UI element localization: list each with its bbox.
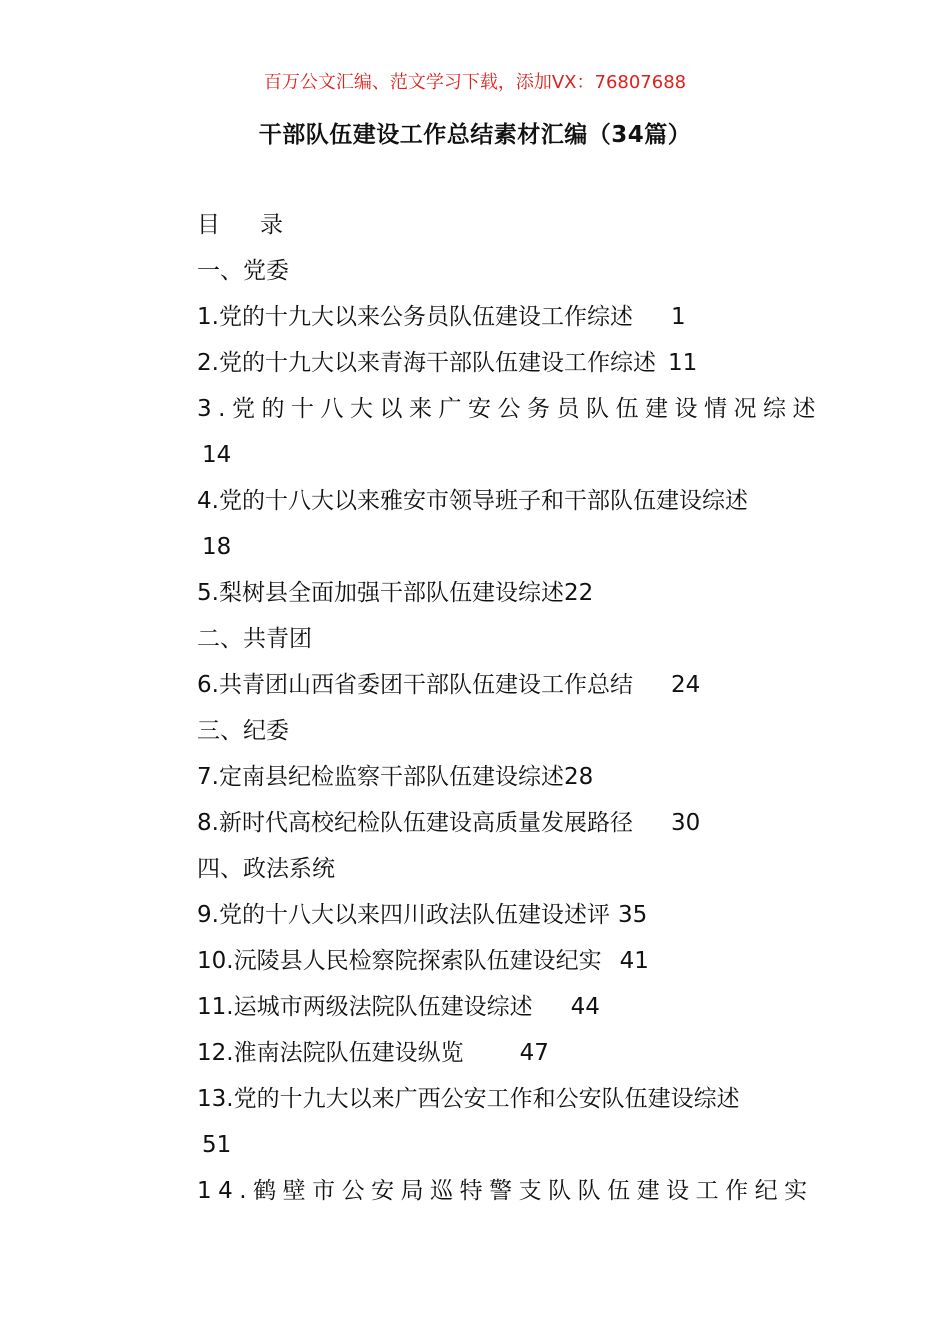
toc-entry-title: 14.鹤壁市公安局巡特警支队队伍建设工作纪实 [197, 1178, 814, 1204]
toc-entry-page: 24 [670, 672, 701, 698]
table-of-contents [197, 202, 822, 1214]
toc-entry-title: 9.党的十八大以来四川政法队伍建设述评 [197, 902, 610, 928]
toc-entry-page: 41 [619, 948, 649, 974]
toc-entry[interactable] [197, 800, 807, 846]
toc-entry[interactable] [197, 892, 807, 938]
toc-entry-title: 1.党的十九大以来公务员队伍建设工作综述 [197, 304, 633, 330]
toc-entry-title: 6.共青团山西省委团干部队伍建设工作总结 [197, 672, 633, 698]
toc-heading-char-2: 录 [260, 212, 283, 238]
toc-section: 二、共青团 [197, 626, 312, 652]
toc-heading-char-1: 目 [197, 212, 220, 238]
toc-entry[interactable] [197, 478, 807, 524]
toc-entry-title: 4.党的十八大以来雅安市领导班子和干部队伍建设综述 [197, 488, 748, 514]
toc-entry-page: 22 [563, 580, 594, 606]
toc-entry-page: 44 [570, 994, 600, 1020]
toc-entry-title: 8.新时代高校纪检队伍建设高质量发展路径 [197, 810, 633, 836]
toc-entry[interactable] [197, 1030, 807, 1076]
toc-entry-title: 10.沅陵县人民检察院探索队伍建设纪实 [197, 948, 602, 974]
toc-section: 三、纪委 [197, 718, 289, 744]
toc-entry[interactable] [197, 1076, 807, 1122]
toc-entry-page: 28 [563, 764, 594, 790]
toc-entry[interactable] [197, 938, 807, 984]
toc-entry-title: 2.党的十九大以来青海干部队伍建设工作综述 [197, 350, 656, 376]
toc-entry-title: 12.淮南法院队伍建设纵览 [197, 1040, 464, 1066]
toc-entry-page: 14 [202, 442, 232, 468]
toc-entry-page: 30 [670, 810, 701, 836]
toc-entry-page: 35 [617, 902, 648, 928]
toc-entry-title: 11.运城市两级法院队伍建设综述 [197, 994, 533, 1020]
toc-entry[interactable] [197, 754, 807, 800]
toc-entry-page: 11 [667, 350, 698, 376]
toc-heading [197, 202, 807, 248]
toc-entry[interactable] [197, 1168, 814, 1214]
toc-entry-page: 1 [670, 304, 686, 330]
toc-entry-title: 5.梨树县全面加强干部队伍建设综述 [197, 580, 564, 606]
toc-section: 四、政法系统 [197, 856, 335, 882]
toc-entry[interactable] [197, 662, 807, 708]
toc-section: 一、党委 [197, 258, 289, 284]
toc-entry[interactable] [197, 570, 807, 616]
toc-entry-title: 7.定南县纪检监察干部队伍建设综述 [197, 764, 564, 790]
toc-entry[interactable] [197, 386, 822, 432]
toc-entry[interactable] [197, 984, 807, 1030]
toc-entry-page: 18 [202, 534, 232, 560]
toc-entry-page: 51 [202, 1132, 232, 1158]
toc-entry[interactable] [197, 340, 807, 386]
toc-entry[interactable] [197, 294, 807, 340]
toc-entry-title: 13.党的十九大以来广西公安工作和公安队伍建设综述 [197, 1086, 740, 1112]
document-title: 干部队伍建设工作总结素材汇编（34篇） [258, 122, 692, 148]
header-banner: 百万公文汇编、范文学习下载，添加VX：76807688 [263, 72, 687, 93]
toc-entry-title: 3.党的十八大以来广安公务员队伍建设情况综述 [197, 396, 822, 422]
toc-entry-page: 47 [519, 1040, 549, 1066]
